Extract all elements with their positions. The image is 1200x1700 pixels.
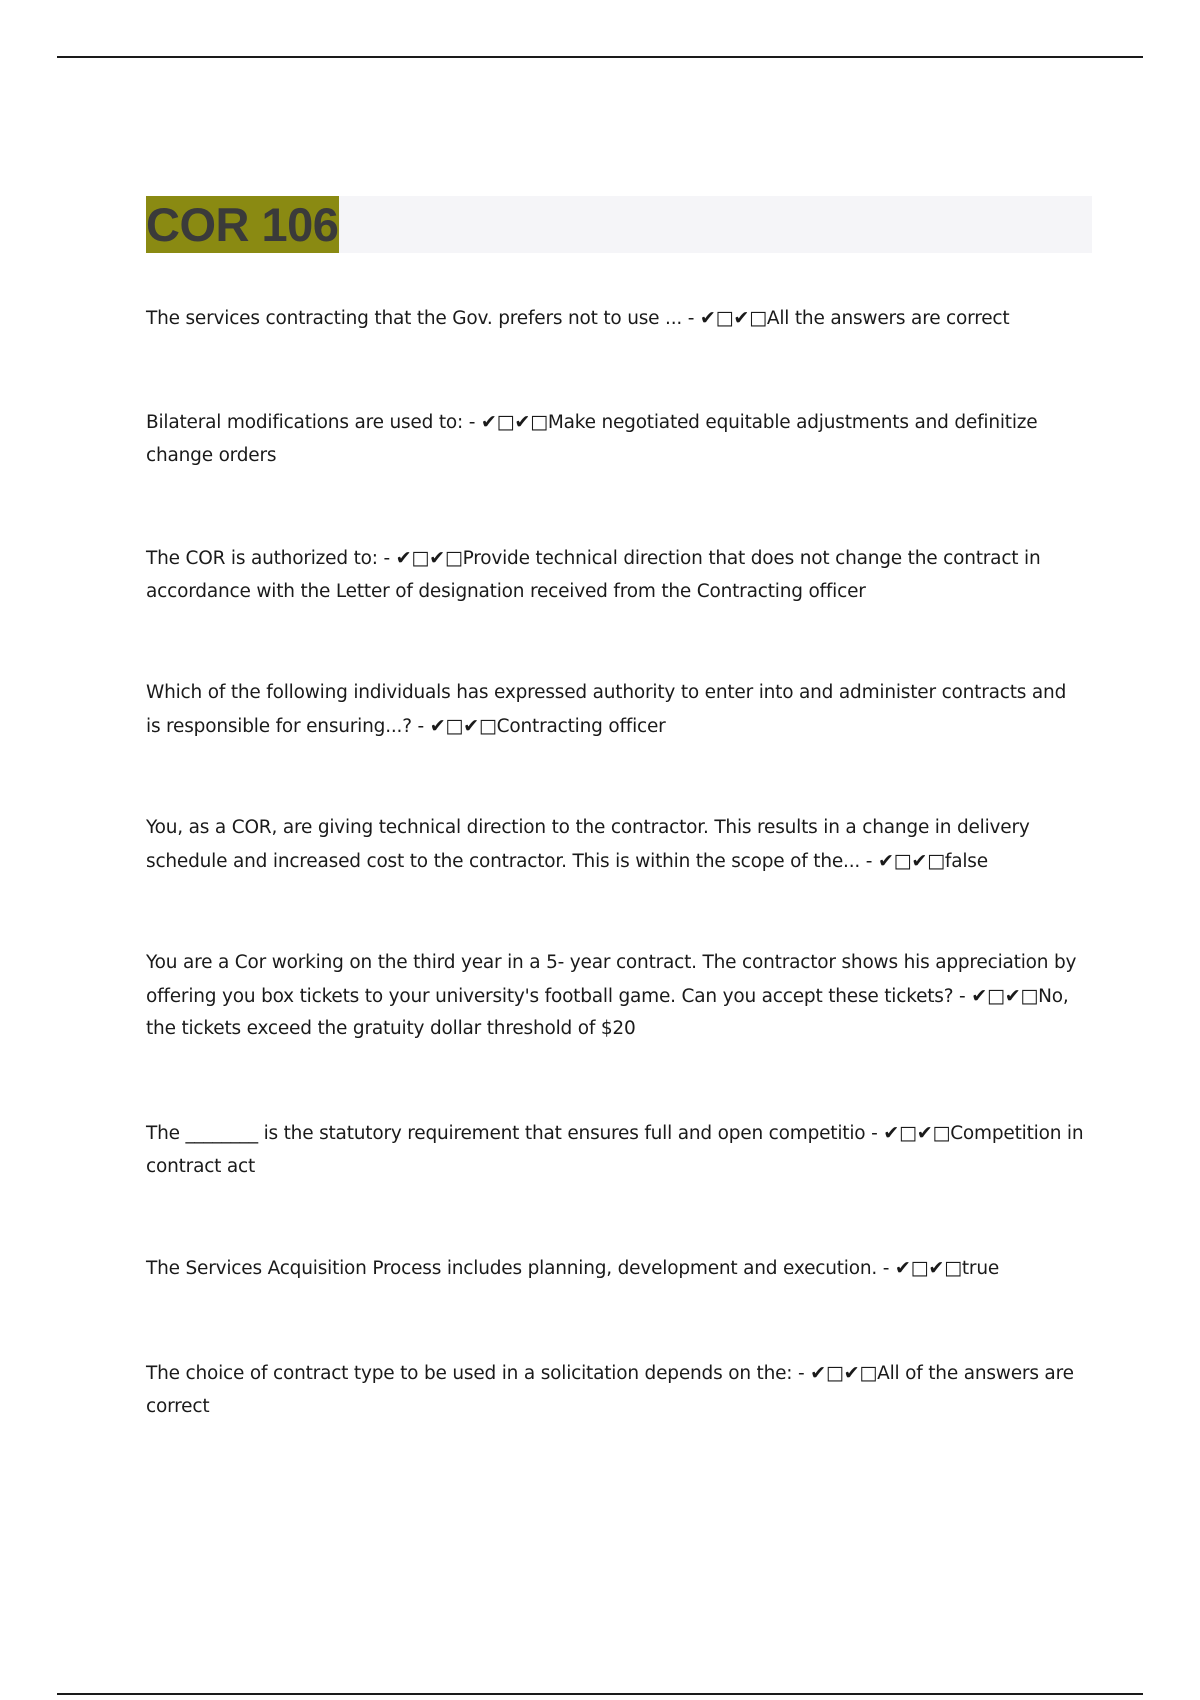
separator: - [411, 715, 430, 737]
check-marker-icon: ✔□✔□ [480, 411, 548, 433]
separator: - [463, 412, 481, 433]
check-marker-icon: ✔□✔□ [894, 1257, 962, 1279]
qa-item-6 [146, 947, 1086, 1046]
check-marker-icon: ✔□✔□ [810, 1362, 878, 1384]
answer-text: All the answers are correct [766, 308, 1010, 329]
separator: - [792, 1363, 811, 1384]
document-title: COR 106 [146, 198, 339, 251]
qa-item-4 [146, 677, 1086, 743]
title-bar [146, 196, 1092, 253]
check-marker-icon: ✔□✔□ [883, 1122, 951, 1144]
qa-item-5 [146, 812, 1086, 878]
answer-text: Contracting officer [496, 715, 666, 737]
check-marker-icon: ✔□✔□ [971, 984, 1039, 1007]
separator: - [953, 985, 972, 1007]
question-text: You are a Cor working on the third year in a 5- year contract. The contractor shows his appreciation by offering you box tickets to your university's football game. Can you accept these tickets? [146, 952, 1077, 1007]
answer-text: false [944, 850, 988, 872]
answer-text: Make negotiated equitable adjustments and definitize change orders [146, 412, 1038, 466]
qa-item-1 [146, 302, 1086, 336]
check-marker-icon: ✔□✔□ [395, 547, 463, 569]
qa-item-2 [146, 406, 1086, 472]
question-text: The COR is authorized to: [146, 548, 378, 569]
answer-text: Provide technical direction that does not change the contract in accordance with the Letter of designation received from the Contracting officer [146, 548, 1041, 602]
question-text: Bilateral modifications are used to: [146, 412, 464, 433]
answer-text: No, the tickets exceed the gratuity dollar threshold of $20 [146, 985, 1069, 1039]
question-text: Which of the following individuals has expressed authority to enter into and administer contracts and is responsible for ensuring...? [146, 682, 1067, 737]
question-text: The Services Acquisition Process includes planning, development and execution. [146, 1258, 878, 1279]
separator: - [682, 308, 700, 329]
separator: - [865, 1123, 884, 1144]
question-text: The ________ is the statutory requirement that ensures full and open competitio [146, 1123, 866, 1144]
qa-item-3 [146, 542, 1086, 608]
separator: - [377, 548, 396, 569]
check-marker-icon: ✔□✔□ [699, 307, 767, 329]
qa-item-7 [146, 1117, 1086, 1183]
answer-text: true [961, 1258, 1000, 1279]
separator: - [860, 850, 878, 872]
question-text: The services contracting that the Gov. prefers not to use ... [146, 308, 683, 329]
footer-rule [57, 1693, 1143, 1695]
question-text: You, as a COR, are giving technical direction to the contractor. This results in a change in delivery schedule and increased cost to the contractor. This is within the scope of the... [146, 817, 1030, 872]
header-rule [57, 56, 1143, 58]
answer-text: Competition in contract act [146, 1123, 1084, 1177]
qa-item-9 [146, 1357, 1086, 1423]
qa-item-8 [146, 1252, 1086, 1286]
answer-text: All of the answers are correct [146, 1363, 1074, 1417]
separator: - [877, 1258, 895, 1279]
check-marker-icon: ✔□✔□ [877, 849, 945, 872]
check-marker-icon: ✔□✔□ [429, 714, 497, 737]
question-text: The choice of contract type to be used in a solicitation depends on the: [146, 1363, 793, 1384]
